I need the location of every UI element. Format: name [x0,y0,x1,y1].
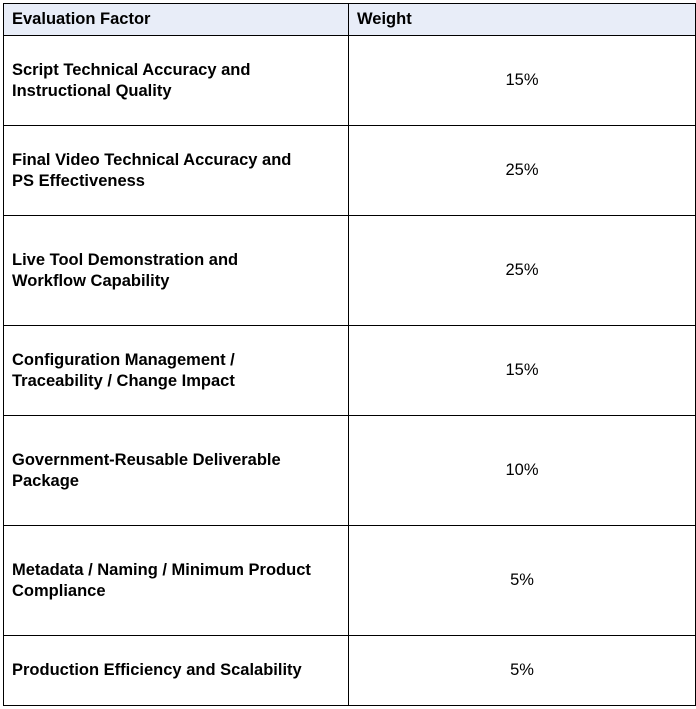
factor-line: Live Tool Demonstration and [12,250,239,269]
factor-line: PS Effectiveness [12,171,145,190]
factor-line: Final Video Technical Accuracy and [12,150,292,169]
table-header [4,4,696,36]
weight-cell: 15% [349,326,696,416]
factor-cell [4,636,349,706]
factor-cell [4,126,349,216]
table-row [4,326,696,416]
factor-line: Government-Reusable Deliverable [12,450,281,469]
factor-line: Instructional Quality [12,81,172,100]
factor-cell [4,526,349,636]
header-evaluation-factor: Evaluation Factor [4,4,349,36]
factor-cell [4,36,349,126]
factor-line: Script Technical Accuracy and [12,60,251,79]
factor-line: Configuration Management / [12,350,235,369]
weight-cell: 10% [349,416,696,526]
evaluation-factors-table [3,3,696,706]
weight-cell: 25% [349,216,696,326]
factor-line: Metadata / Naming / Minimum Product [12,560,311,579]
factor-line: Production Efficiency and Scalability [12,661,302,679]
factor-line: Compliance [12,581,106,600]
table-row [4,216,696,326]
weight-cell: 15% [349,36,696,126]
table-body [4,36,696,706]
table-row [4,636,696,706]
factor-line: Traceability / Change Impact [12,371,235,390]
factor-line: Package [12,471,79,490]
header-weight: Weight [349,4,696,36]
factor-cell [4,216,349,326]
table-row [4,526,696,636]
factor-cell [4,326,349,416]
weight-cell: 25% [349,126,696,216]
header-row [4,4,696,36]
factor-line: Workflow Capability [12,271,170,290]
table-row [4,36,696,126]
weight-cell: 5% [349,526,696,636]
factor-cell [4,416,349,526]
table-row [4,416,696,526]
table-row [4,126,696,216]
weight-cell: 5% [349,636,696,706]
